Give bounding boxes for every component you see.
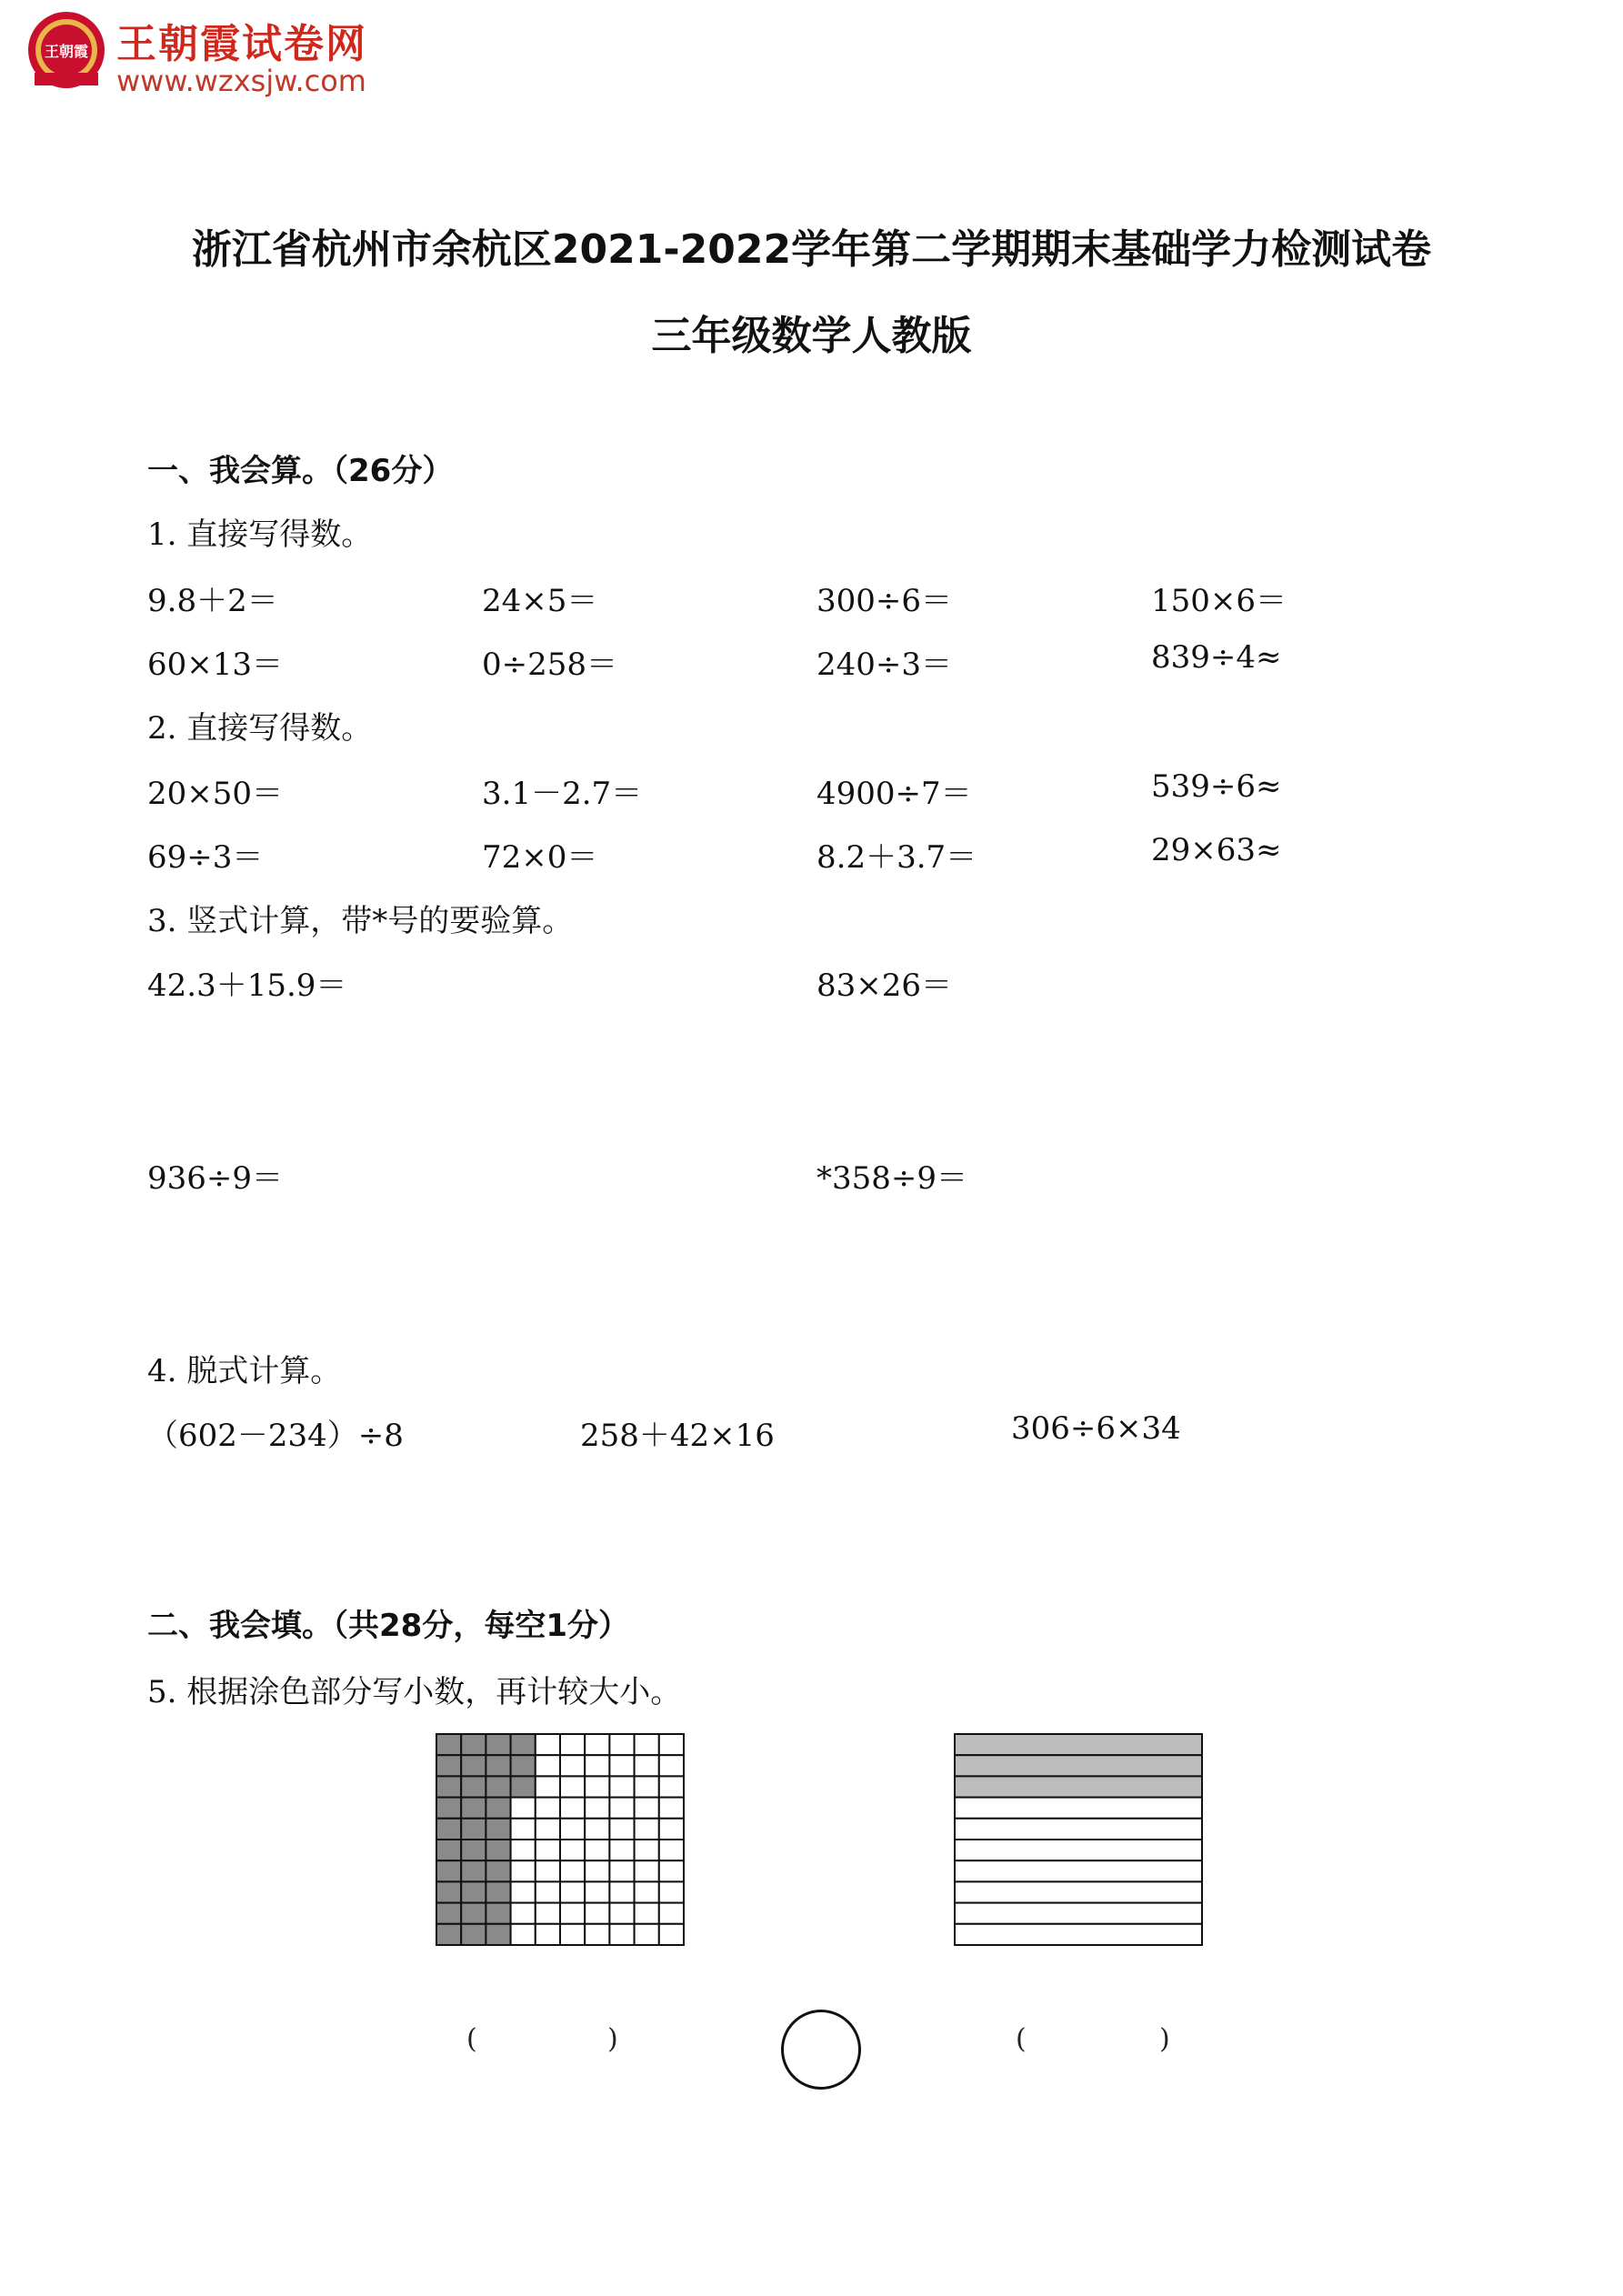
grid-square: [609, 1924, 634, 1945]
page-title: 浙江省杭州市余杭区2021-2022学年第二学期期末基础学力检测试卷: [191, 226, 1432, 273]
grid-square: [635, 1734, 659, 1755]
shaded-square: [486, 1776, 510, 1797]
shaded-square: [461, 1860, 486, 1881]
grid-square: [511, 1819, 536, 1840]
grid-square: [560, 1755, 585, 1776]
grid-square: [560, 1798, 585, 1819]
shaded-square: [436, 1881, 461, 1902]
grid-square: [635, 1776, 659, 1797]
shaded-square: [436, 1819, 461, 1840]
grid-square: [560, 1776, 585, 1797]
grid-square: [560, 1819, 585, 1840]
grid-square: [585, 1924, 609, 1945]
q2-item: 3.1－2.7＝: [482, 776, 643, 812]
grid-square: [609, 1860, 634, 1881]
grid-square: [536, 1903, 560, 1924]
shaded-square: [436, 1924, 461, 1945]
grid-square: [511, 1798, 536, 1819]
grid-square: [560, 1881, 585, 1902]
svg-text:王朝霞: 王朝霞: [44, 43, 89, 60]
shaded-square: [486, 1881, 510, 1902]
grid-square: [585, 1903, 609, 1924]
grid-square: [536, 1776, 560, 1797]
shaded-square: [461, 1755, 486, 1776]
q2-item: 539÷6≈: [1151, 768, 1282, 805]
shaded-strip: [955, 1755, 1202, 1776]
answer-bracket-close: ): [607, 2023, 618, 2055]
question-1-label: 1. 直接写得数。: [147, 516, 373, 553]
site-logo: [25, 9, 107, 91]
shaded-square: [461, 1734, 486, 1755]
grid-square: [585, 1734, 609, 1755]
shaded-square: [486, 1755, 510, 1776]
grid-square: [609, 1755, 634, 1776]
shaded-square: [436, 1903, 461, 1924]
grid-square: [511, 1860, 536, 1881]
section-2-heading: 二、我会填。（共28分，每空1分）: [147, 1608, 629, 1644]
shaded-square: [511, 1755, 536, 1776]
hundred-grid-figure: [435, 1732, 686, 1947]
q1-item: 0÷258＝: [482, 647, 618, 683]
grid-square: [560, 1734, 585, 1755]
grid-square: [659, 1881, 684, 1902]
shaded-strip: [955, 1734, 1202, 1755]
shaded-square: [461, 1924, 486, 1945]
grid-square: [536, 1798, 560, 1819]
question-4-label: 4. 脱式计算。: [147, 1353, 342, 1389]
shaded-square: [511, 1776, 536, 1797]
grid-square: [536, 1840, 560, 1860]
q3-item: 936÷9＝: [147, 1160, 284, 1197]
shaded-square: [486, 1924, 510, 1945]
grid-square: [609, 1776, 634, 1797]
grid-square: [511, 1840, 536, 1860]
grid-square: [585, 1840, 609, 1860]
shaded-square: [436, 1860, 461, 1881]
page-subtitle: 三年级数学人教版: [651, 313, 972, 359]
grid-square: [659, 1819, 684, 1840]
grid-square: [659, 1755, 684, 1776]
grid-square: [536, 1734, 560, 1755]
strip: [955, 1819, 1202, 1840]
grid-square: [635, 1798, 659, 1819]
q1-item: 60×13＝: [147, 647, 284, 683]
grid-square: [585, 1798, 609, 1819]
section-1-heading: 一、我会算。（26分）: [147, 453, 454, 489]
grid-square: [585, 1755, 609, 1776]
strip: [955, 1881, 1202, 1902]
q3-item: 83×26＝: [817, 968, 953, 1004]
shaded-square: [486, 1903, 510, 1924]
brand-name: 王朝霞试卷网: [116, 21, 367, 67]
grid-square: [536, 1881, 560, 1902]
brand-url[interactable]: www.wzxsjw.com: [116, 64, 366, 98]
q3-item: 42.3＋15.9＝: [147, 968, 347, 1004]
shaded-square: [486, 1798, 510, 1819]
shaded-square: [486, 1840, 510, 1860]
grid-square: [609, 1734, 634, 1755]
tenths-strip-figure: [953, 1732, 1204, 1947]
q4-item: 306÷6×34: [1011, 1410, 1181, 1447]
grid-square: [609, 1798, 634, 1819]
q2-item: 72×0＝: [482, 839, 598, 876]
shaded-square: [436, 1776, 461, 1797]
grid-square: [560, 1924, 585, 1945]
q4-item: （602－234）÷8: [147, 1418, 404, 1454]
grid-square: [659, 1798, 684, 1819]
q2-item: 20×50＝: [147, 776, 284, 812]
grid-square: [635, 1840, 659, 1860]
grid-square: [511, 1924, 536, 1945]
shaded-square: [461, 1840, 486, 1860]
shaded-square: [436, 1840, 461, 1860]
grid-square: [635, 1881, 659, 1902]
shaded-square: [486, 1819, 510, 1840]
q1-item: 9.8＋2＝: [147, 583, 278, 619]
grid-square: [635, 1924, 659, 1945]
compare-circle[interactable]: [781, 2010, 861, 2090]
question-5-label: 5. 根据涂色部分写小数，再计较大小。: [147, 1674, 682, 1710]
grid-square: [659, 1903, 684, 1924]
grid-square: [536, 1924, 560, 1945]
shaded-square: [461, 1776, 486, 1797]
strip: [955, 1840, 1202, 1860]
q2-item: 4900÷7＝: [817, 776, 972, 812]
q4-item: 258＋42×16: [580, 1418, 775, 1454]
strip: [955, 1924, 1202, 1945]
grid-square: [609, 1903, 634, 1924]
strip: [955, 1903, 1202, 1924]
shaded-square: [511, 1734, 536, 1755]
strip: [955, 1798, 1202, 1819]
grid-square: [560, 1860, 585, 1881]
answer-bracket-close: ): [1159, 2023, 1170, 2055]
grid-square: [560, 1840, 585, 1860]
grid-square: [511, 1903, 536, 1924]
grid-square: [609, 1881, 634, 1902]
q1-item: 839÷4≈: [1151, 639, 1282, 676]
grid-square: [659, 1860, 684, 1881]
grid-square: [609, 1819, 634, 1840]
shaded-square: [486, 1734, 510, 1755]
grid-square: [659, 1840, 684, 1860]
shaded-square: [461, 1819, 486, 1840]
grid-square: [536, 1819, 560, 1840]
grid-square: [585, 1881, 609, 1902]
q1-item: 150×6＝: [1151, 583, 1287, 619]
q2-item: 29×63≈: [1151, 832, 1282, 868]
shaded-square: [436, 1798, 461, 1819]
shaded-square: [461, 1903, 486, 1924]
shaded-square: [461, 1798, 486, 1819]
answer-bracket-open: (: [1016, 2023, 1027, 2055]
grid-square: [659, 1924, 684, 1945]
q2-item: 8.2＋3.7＝: [817, 839, 977, 876]
shaded-square: [486, 1860, 510, 1881]
grid-square: [511, 1881, 536, 1902]
shaded-square: [436, 1734, 461, 1755]
q1-item: 240÷3＝: [817, 647, 953, 683]
q1-item: 24×5＝: [482, 583, 598, 619]
grid-square: [659, 1734, 684, 1755]
grid-square: [609, 1840, 634, 1860]
grid-square: [635, 1903, 659, 1924]
shaded-square: [461, 1881, 486, 1902]
grid-square: [560, 1903, 585, 1924]
q3-item: *358÷9＝: [817, 1160, 968, 1197]
grid-square: [635, 1860, 659, 1881]
strip: [955, 1860, 1202, 1881]
grid-square: [585, 1819, 609, 1840]
question-2-label: 2. 直接写得数。: [147, 710, 373, 747]
grid-square: [659, 1776, 684, 1797]
shaded-square: [436, 1755, 461, 1776]
answer-bracket-open: (: [466, 2023, 477, 2055]
grid-square: [585, 1860, 609, 1881]
q2-item: 69÷3＝: [147, 839, 264, 876]
grid-square: [536, 1860, 560, 1881]
shaded-strip: [955, 1776, 1202, 1797]
grid-square: [635, 1819, 659, 1840]
grid-square: [536, 1755, 560, 1776]
grid-square: [635, 1755, 659, 1776]
grid-square: [585, 1776, 609, 1797]
q1-item: 300÷6＝: [817, 583, 953, 619]
question-3-label: 3. 竖式计算，带*号的要验算。: [147, 903, 574, 939]
